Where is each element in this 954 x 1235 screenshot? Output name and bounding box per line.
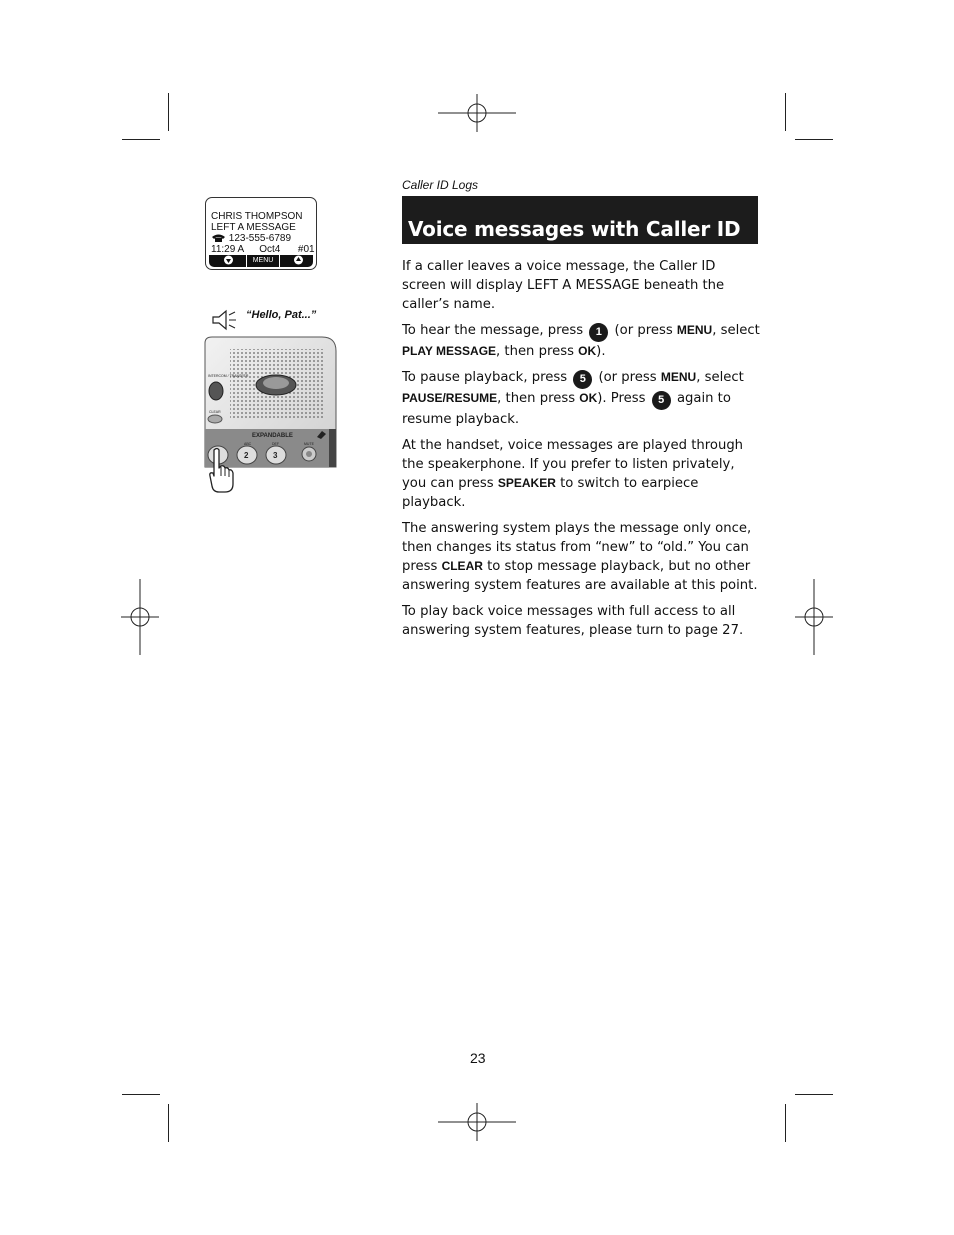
mute-label: MUTE	[304, 442, 314, 446]
intercom-label: INTERCOM / TRANSFER	[208, 374, 249, 378]
registration-mark	[795, 579, 833, 655]
key-3-label: 3	[273, 451, 278, 460]
registration-mark	[121, 579, 159, 655]
text-span: The answering system plays the message only once, then changes its status from “new” to “old.” You can press	[402, 521, 752, 574]
menu-softkey[interactable]: MENU	[246, 255, 280, 267]
text-span: To pause playback, press	[402, 370, 568, 385]
text-span: , then press	[496, 344, 574, 359]
key-1-icon: 1	[589, 323, 608, 342]
time-date-row	[211, 244, 315, 255]
pause-resume-keyword: PAUSE/RESUME	[402, 391, 498, 405]
key-5-icon: 5	[652, 391, 671, 410]
key-5-icon: 5	[573, 370, 592, 389]
text-span: To hear the message, press	[402, 323, 584, 338]
key-2-letters: ABC	[244, 442, 252, 446]
call-time: 11:29 A	[211, 244, 244, 255]
pointing-hand-icon	[207, 446, 235, 494]
clear-label: CLEAR	[209, 410, 221, 414]
arrow-down-icon	[224, 255, 233, 265]
phone-icon	[211, 233, 226, 242]
call-date: Oct4	[259, 244, 281, 255]
text-span: At the handset, voice messages are played through the speakerphone. If you prefer to listen privately, you can press	[402, 438, 744, 491]
paragraph-status-change	[402, 519, 760, 595]
paragraph-pause-playback	[402, 368, 760, 429]
speaker-icon	[211, 309, 239, 331]
paragraph-full-access: To play back voice messages with full access to all answering system features, please turn to page 27.	[402, 604, 744, 638]
scroll-up-softkey[interactable]	[283, 255, 313, 267]
key-2-label: 2	[244, 451, 249, 460]
text-span: , then press	[497, 391, 576, 406]
body-text	[402, 257, 760, 647]
page-number: 23	[470, 1050, 486, 1066]
ok-keyword: OK	[578, 344, 597, 358]
expandable-label: EXPANDABLE	[252, 433, 293, 439]
registration-mark	[438, 1103, 516, 1141]
softkey-bar	[209, 255, 313, 267]
text-span: ).	[596, 344, 606, 359]
paragraph-speakerphone	[402, 436, 760, 512]
text-span: (or press	[598, 370, 657, 385]
text-span: , select	[696, 370, 744, 385]
crop-mark	[795, 1094, 833, 1095]
title-bar	[402, 196, 758, 244]
caller-number: 123-555-6789	[228, 233, 292, 244]
speaker-quote: “Hello, Pat...”	[246, 309, 317, 321]
caller-name: CHRIS THOMPSON	[211, 211, 303, 222]
text-span: ). Press	[597, 391, 646, 406]
handset-display	[205, 197, 317, 270]
clear-keyword: CLEAR	[441, 559, 483, 573]
call-index: #01	[297, 244, 315, 255]
caller-number-row	[211, 233, 291, 244]
text-span: , select	[712, 323, 760, 338]
text-span: to switch to earpiece playback.	[402, 476, 699, 510]
menu-keyword: MENU	[660, 370, 697, 384]
play-message-keyword: PLAY MESSAGE	[402, 344, 497, 358]
message-status: LEFT A MESSAGE	[211, 222, 296, 233]
speaker-keyword: SPEAKER	[497, 476, 556, 490]
section-label: Caller ID Logs	[402, 178, 479, 192]
page-title: Voice messages with Caller ID	[408, 217, 741, 241]
paragraph-hear-message	[402, 321, 760, 361]
registration-mark	[438, 94, 516, 132]
crop-mark	[785, 93, 786, 131]
key-3-letters: DEF	[272, 442, 279, 446]
menu-keyword: MENU	[676, 323, 713, 337]
scroll-down-softkey[interactable]	[213, 255, 243, 267]
text-span: again to resume playback.	[402, 391, 731, 427]
crop-mark	[168, 1104, 169, 1142]
text-span: (or press	[614, 323, 673, 338]
arrow-up-icon	[294, 255, 303, 265]
crop-mark	[122, 139, 160, 140]
crop-mark	[122, 1094, 160, 1095]
crop-mark	[168, 93, 169, 131]
paragraph-intro: If a caller leaves a voice message, the Caller ID screen will display LEFT A MESSAGE beneath the caller’s name.	[402, 259, 725, 312]
text-span: to stop message playback, but no other answering system features are available at this point.	[402, 559, 758, 593]
crop-mark	[795, 139, 833, 140]
crop-mark	[785, 1104, 786, 1142]
ok-keyword: OK	[579, 391, 598, 405]
